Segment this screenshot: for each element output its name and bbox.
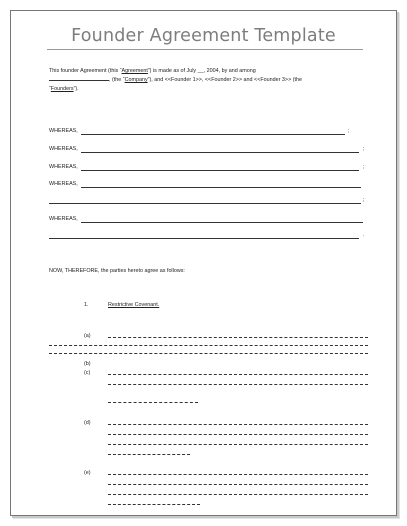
blank-line [108,384,368,385]
blank-line [108,474,368,475]
blank-line [108,444,368,445]
whereas-clause [49,181,365,190]
clause-end: ; [362,197,364,203]
intro-text: ”) is made as of July __, 2004, by and among [147,68,256,74]
whereas-label: WHEREAS, [49,216,78,222]
whereas-clause [49,128,365,137]
intro-text: ”), and <<Founder 1>>, <<Founder 2>> and <<Founder 3>> (the [147,76,303,83]
blank-line [81,170,359,171]
intro-text: ”). [73,85,79,92]
blank-line [108,424,368,425]
clause-end: . [362,232,364,238]
defined-term-company: Company [124,76,148,83]
intro-paragraph [49,67,361,93]
blank-line [49,345,368,346]
item-label: (e) [84,470,91,476]
blank-line [108,402,198,403]
intro-text: This founder Agreement (this “ [49,68,122,74]
clause-end: ; [347,128,349,134]
item-label: (c) [84,370,91,376]
defined-term-agreement: Agreement [121,68,148,74]
blank-line [108,494,368,495]
blank-line [81,187,361,188]
clause-end: ; [362,146,364,152]
intro-line-2 [49,76,361,85]
section-number: 1. [84,302,89,308]
document-page [10,10,397,516]
blank-field [49,76,109,81]
intro-text: , (the “ [109,76,125,83]
title-underline [47,49,363,50]
blank-line [49,353,368,354]
blank-line [108,434,368,435]
defined-term-founders: Founders [50,85,74,92]
blank-line [108,484,368,485]
blank-line [108,374,368,375]
whereas-clause [49,146,365,155]
item-label: (b) [84,361,91,367]
blank-line [81,152,359,153]
item-label: (d) [84,420,91,426]
whereas-clause [49,216,365,225]
blank-line [108,454,190,455]
blank-line [108,504,200,505]
blank-line [49,203,361,204]
intro-text: “ [49,85,51,92]
now-therefore-paragraph: NOW, THEREFORE, the parties hereto agree as follows: [49,268,185,274]
intro-line-3 [49,85,361,94]
whereas-label: WHEREAS, [49,146,78,152]
section-title: Restrictive Covenant. [108,302,160,308]
whereas-continuation [49,232,365,241]
blank-line [108,337,368,338]
clause-end: ; [362,164,364,170]
whereas-label: WHEREAS, [49,164,78,170]
whereas-clause [49,164,365,173]
document-title: Founder Agreement Template [71,26,336,46]
blank-line [81,222,363,223]
blank-line [81,134,345,135]
item-label: (a) [84,333,91,339]
whereas-label: WHEREAS, [49,181,78,187]
whereas-continuation [49,197,365,206]
intro-line-1 [49,67,361,76]
whereas-label: WHEREAS, [49,128,78,134]
blank-line [49,238,359,239]
